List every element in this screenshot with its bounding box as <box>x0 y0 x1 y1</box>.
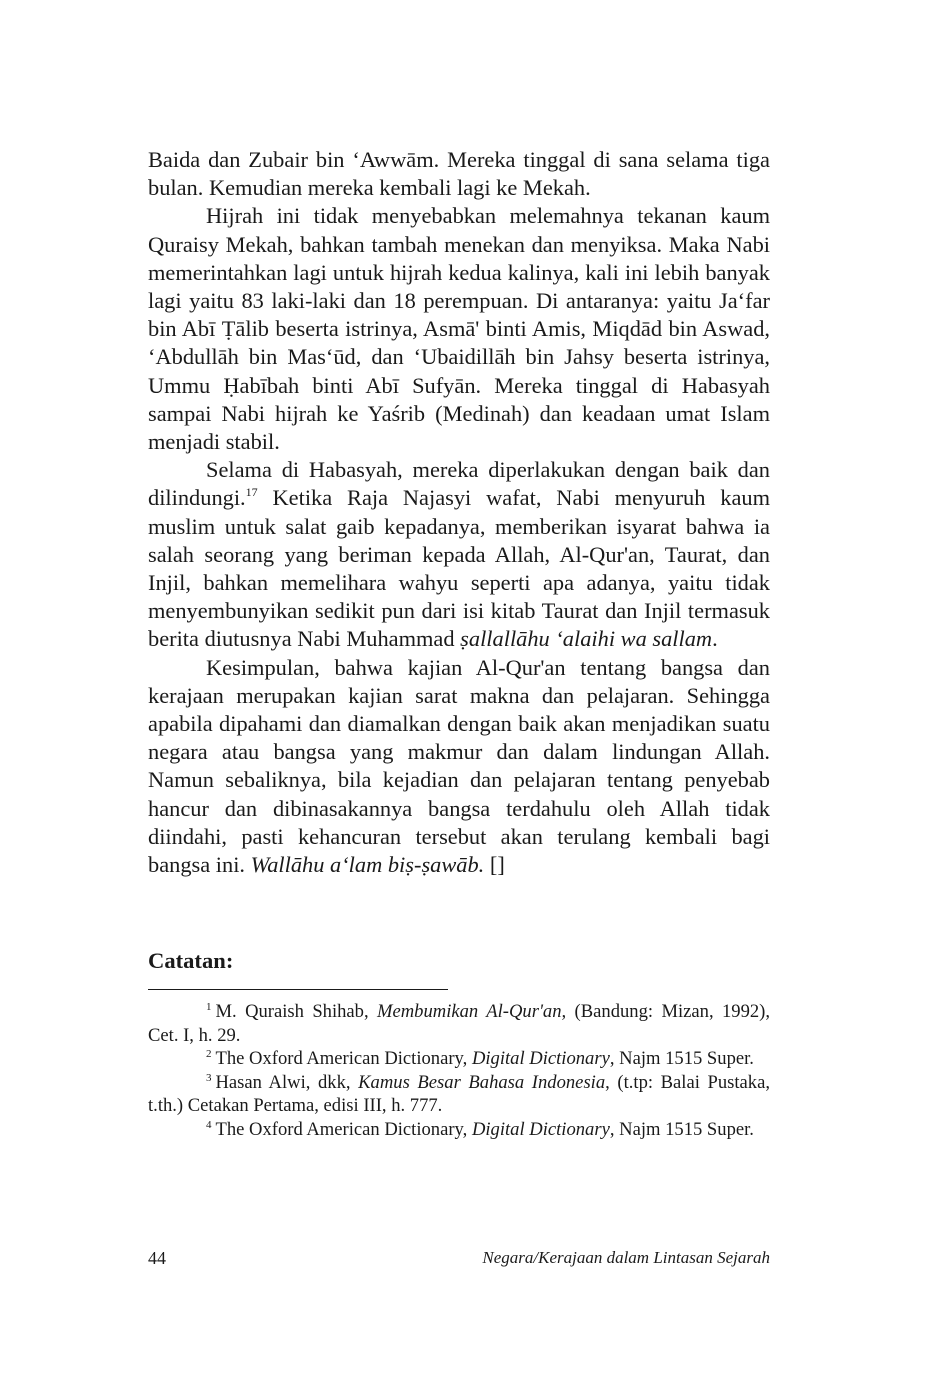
text-run: [] <box>484 852 505 878</box>
footnote-number: 1 <box>206 1001 212 1014</box>
paragraph <box>148 202 770 456</box>
text-run: (Bandung: Mizan, 1992), Cet. I, h. 29. <box>148 1001 771 1046</box>
page-number: 44 <box>148 1248 166 1268</box>
paragraph <box>148 654 770 880</box>
text-run: The Oxford American Dictionary, <box>215 1048 472 1070</box>
text-run: Hasan Alwi, dkk, <box>215 1071 359 1093</box>
notes-heading: Catatan: <box>148 948 234 974</box>
text-run: , Najm 1515 Super. <box>609 1048 754 1070</box>
italic-text: Membumikan Al-Qur'an, <box>377 1001 567 1023</box>
italic-text: ṣallallāhu ‘alaihi wa sallam <box>460 626 713 652</box>
italic-text: Wallāhu a‘lam biṣ-ṣawāb. <box>250 852 485 878</box>
footnotes <box>148 1000 770 1141</box>
footnote <box>148 1071 770 1118</box>
footnote <box>148 1000 770 1047</box>
paragraph <box>148 456 770 653</box>
footnote <box>148 1047 770 1071</box>
text-run: M. Quraish Shihab, <box>215 1001 378 1023</box>
italic-text: Digital Dictionary <box>471 1118 610 1140</box>
text-run: Selama di Habasyah, mereka diperlakukan dengan baik dan dilindungi. <box>148 457 770 511</box>
footnote-divider <box>148 989 448 990</box>
footnote-number: 4 <box>206 1118 212 1131</box>
footnote-number: 2 <box>206 1048 212 1061</box>
footnote-reference: 17 <box>245 485 258 500</box>
footnote-number: 3 <box>206 1071 212 1084</box>
text-run: Ketika Raja Najasyi wafat, Nabi menyuruh kaum muslim untuk salat gaib kepadanya, memberikan isyarat bahwa ia salah seorang yang beriman kepada Allah, Al-Qur'an, Taurat, dan Injil, bahkan memelihara wahyu seperti apa adanya, yaitu tidak menyembunyikan sedikit pun dari isi kitab Taurat dan Injil termasuk berita diutusnya Nabi Muhammad <box>148 485 770 652</box>
text-run: Kesimpulan, bahwa kajian Al-Qur'an tentang bangsa dan kerajaan merupakan kajian sarat makna dan pelajaran. Sehingga apabila dipahami dan diamalkan dengan baik akan menjadikan suatu negara atau bangsa yang makmur dan dalam lindungan Allah. Namun sebaliknya, bila kejadian dan pelajaran tentang penyebab hancur dan dibinasakannya bangsa terdahulu oleh Allah tidak diindahi, pasti kehancuran tersebut akan terulang kembali bagi bangsa ini. <box>148 654 770 878</box>
text-run: , (t.tp: Balai Pustaka, t.th.) Cetakan Pertama, edisi III, h. 777. <box>148 1071 770 1117</box>
body-text <box>148 146 770 879</box>
running-title: Negara/Kerajaan dalam Lintasan Sejarah <box>482 1248 770 1267</box>
text-run: The Oxford American Dictionary, <box>215 1118 472 1140</box>
footnote <box>148 1118 770 1142</box>
text-run: , Najm 1515 Super. <box>609 1118 754 1140</box>
text-run: Hijrah ini tidak menyebabkan melemahnya tekanan kaum Quraisy Mekah, bahkan tambah menekan dan menyiksa. Maka Nabi memerintahkan lagi untuk hijrah kedua kalinya, kali ini lebih banyak lagi yaitu 83 laki-laki dan 18 perempuan. Di antaranya: yaitu Ja‘far bin Abī Ṭālib beserta istrinya, Asmā' binti Amis, Miqdād bin Aswad, ‘Abdullāh bin Mas‘ūd, dan ‘Ubaidillāh bin Jahsy beserta istrinya, Ummu Ḥabībah binti Abī Sufyān. Mereka tinggal di Habasyah sampai Nabi hijrah ke Yaśrib (Medinah) dan keadaan umat Islam menjadi stabil. <box>148 203 770 455</box>
page-content <box>148 146 770 1141</box>
italic-text: Kamus Besar Bahasa Indonesia <box>358 1071 606 1093</box>
paragraph <box>148 146 770 202</box>
text-run: . <box>712 626 718 652</box>
italic-text: Digital Dictionary <box>471 1048 610 1070</box>
text-run: Baida dan Zubair bin ‘Awwām. Mereka tinggal di sana selama tiga bulan. Kemudian mereka kembali lagi ke Mekah. <box>148 147 770 201</box>
